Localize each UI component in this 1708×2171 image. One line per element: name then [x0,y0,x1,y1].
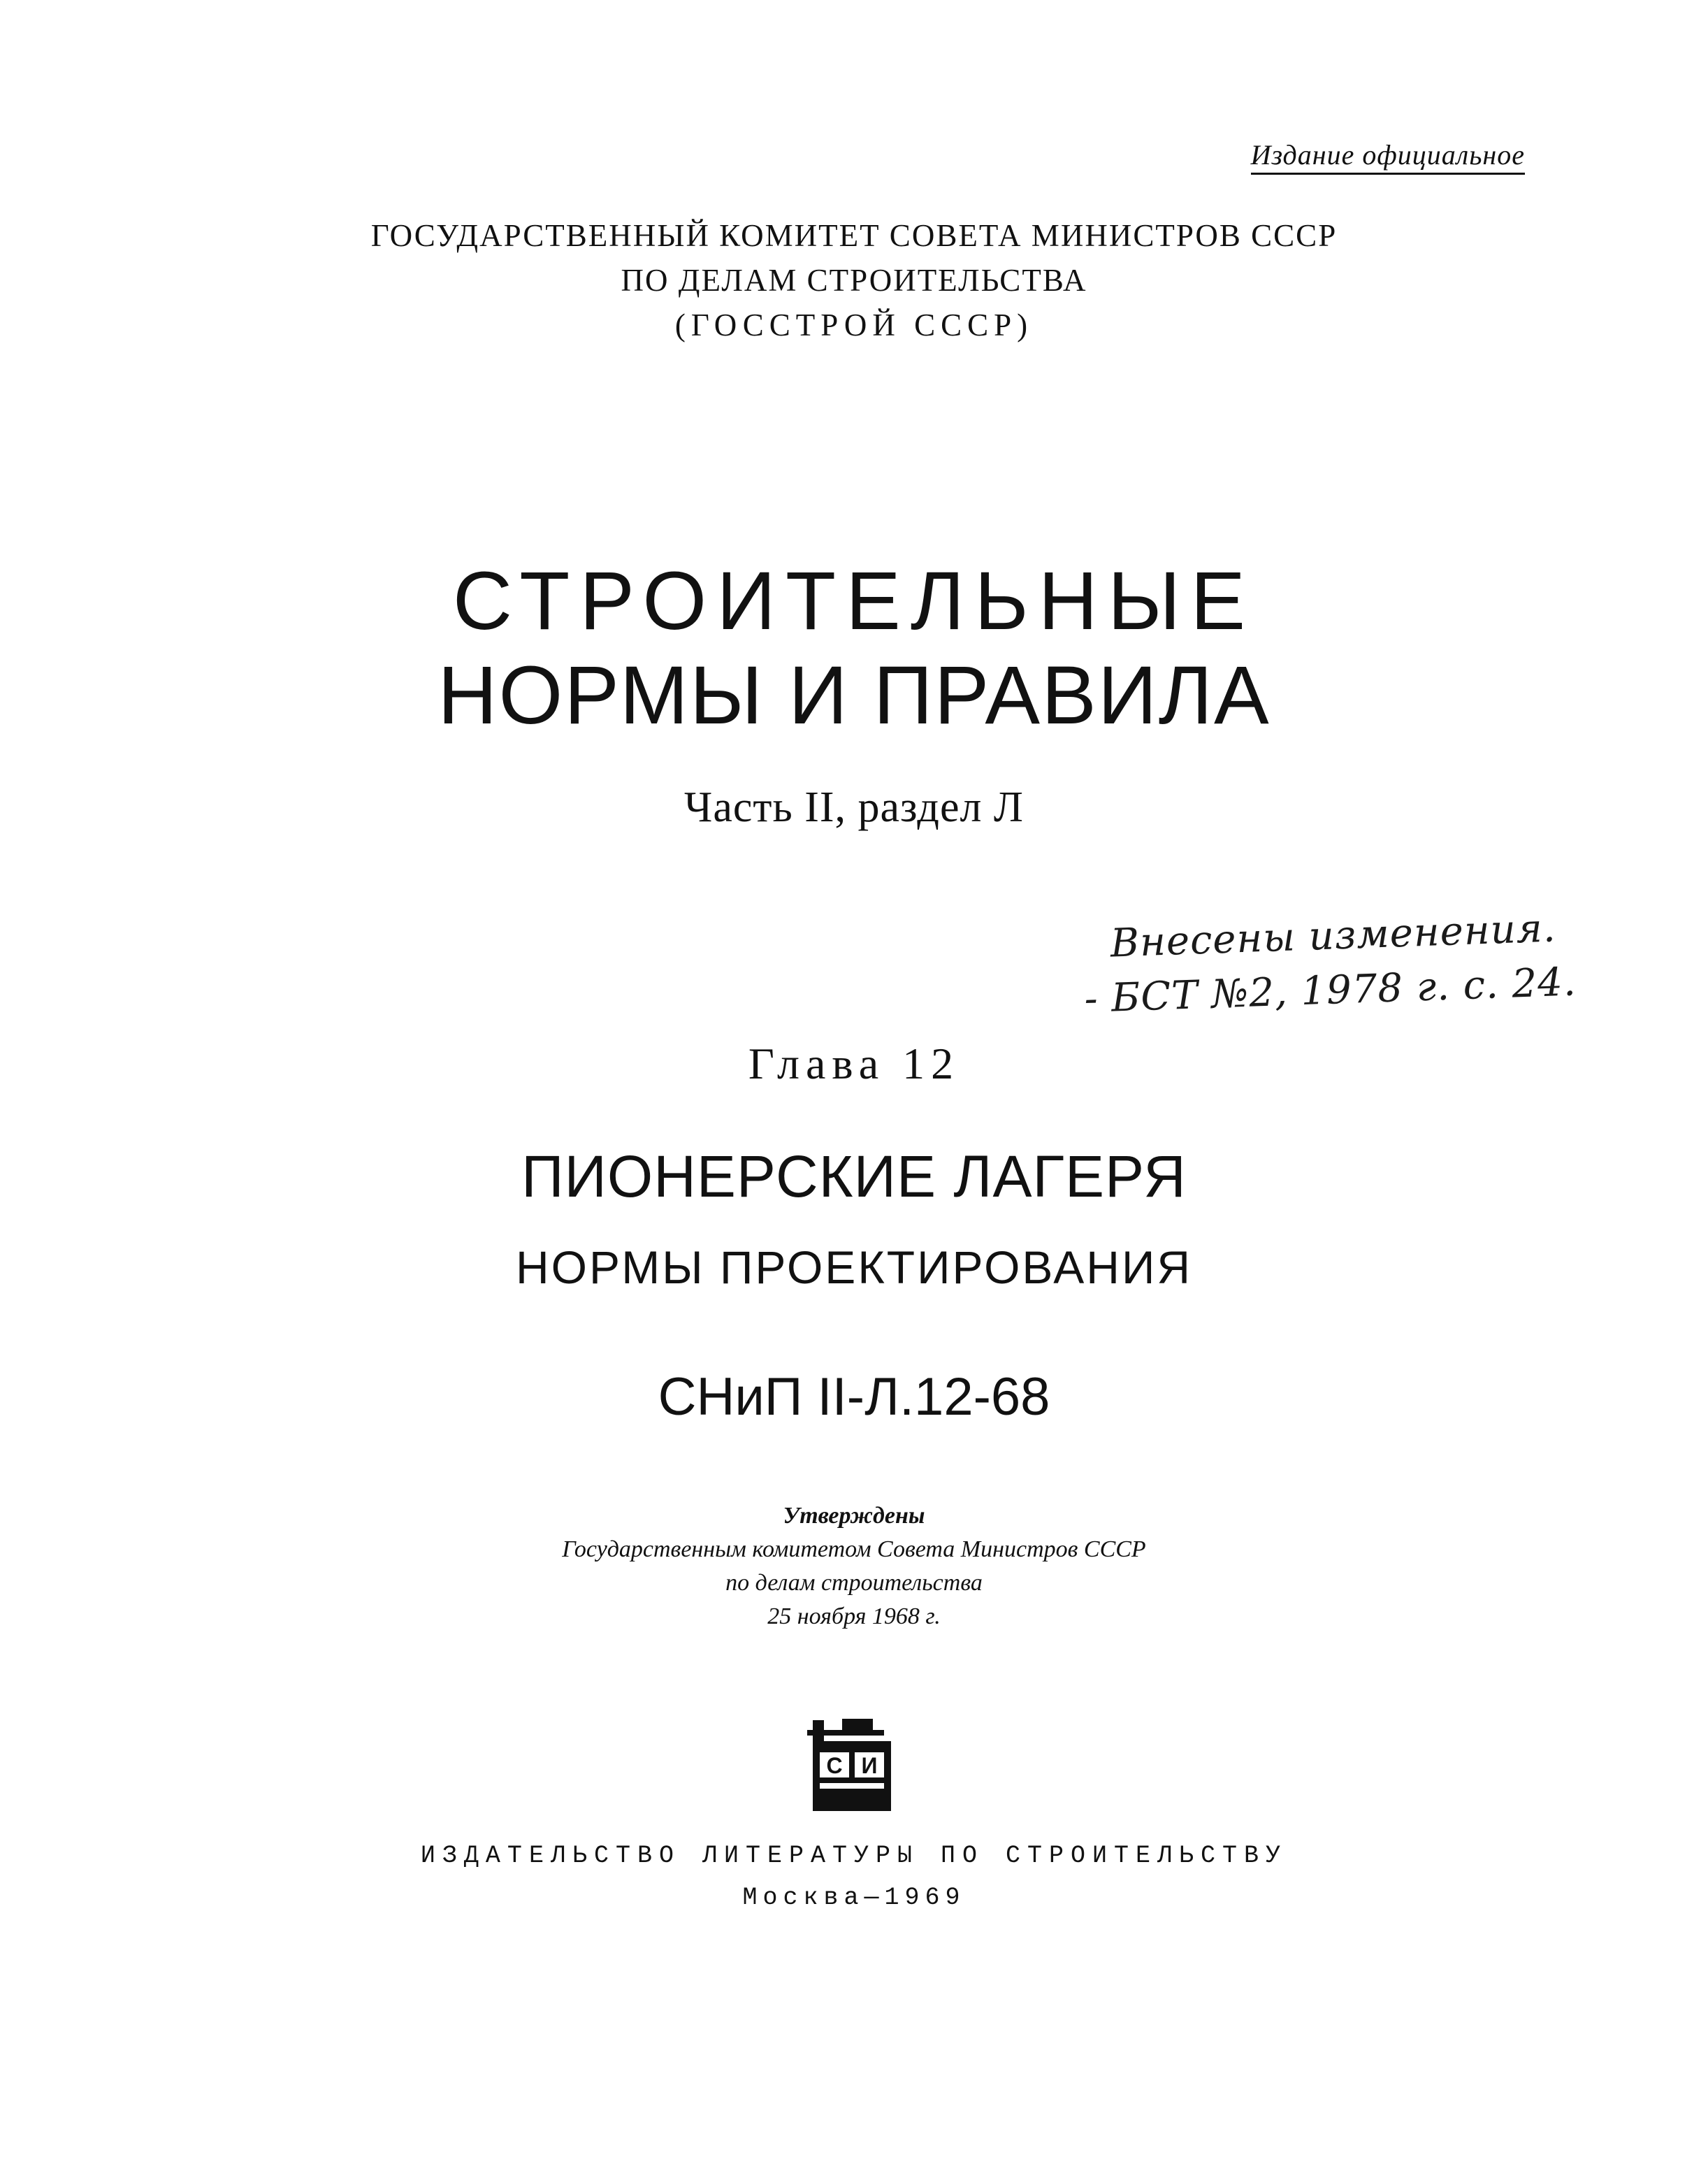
main-title-line-2: НОРМЫ И ПРАВИЛА [437,649,1271,742]
handwritten-note [1083,900,1577,1025]
committee-line-1: ГОСУДАРСТВЕННЫЙ КОМИТЕТ СОВЕТА МИНИСТРОВ СССР [370,218,1338,253]
part-section-label: Часть II, раздел Л [684,784,1024,831]
logo-text-i: И [861,1753,878,1778]
approval-line-2: Государственным комитетом Совета Министров СССР [562,1536,1146,1562]
publisher-logo-graphic [800,1716,902,1818]
approval-line-4: 25 ноября 1968 г. [767,1603,941,1629]
official-edition-label: Издание официальное [1251,138,1525,175]
chapter-label: Глава 12 [748,1039,960,1088]
publisher-logo-icon [800,1716,902,1818]
document-code: СНиП II-Л.12-68 [658,1367,1050,1427]
committee-line-2: ПО ДЕЛАМ СТРОИТЕЛЬСТВА [621,263,1087,298]
publisher-city-year: Москва—1969 [742,1884,966,1912]
logo-text-c: С [826,1753,843,1778]
chapter-title: ПИОНЕРСКИЕ ЛАГЕРЯ [521,1144,1187,1209]
committee-block [0,213,1708,347]
handwritten-note-line-1: Внесены изменения. [1109,905,1557,967]
committee-line-3: (ГОССТРОЙ СССР) [674,308,1034,342]
approval-line-3: по делам строительства [725,1570,983,1596]
approval-line-1: Утверждены [783,1503,925,1529]
chapter-subtitle: НОРМЫ ПРОЕКТИРОВАНИЯ [515,1241,1193,1293]
publisher-block [0,1835,1708,1919]
main-title-line-1: СТРОИТЕЛЬНЫЕ [452,555,1256,647]
approval-block [0,1499,1708,1633]
publisher-name: ИЗДАТЕЛЬСТВО ЛИТЕРАТУРЫ ПО СТРОИТЕЛЬСТВУ [420,1842,1288,1870]
handwritten-note-line-2: - БСТ №2, 1978 г. с. 24. [1083,959,1577,1022]
